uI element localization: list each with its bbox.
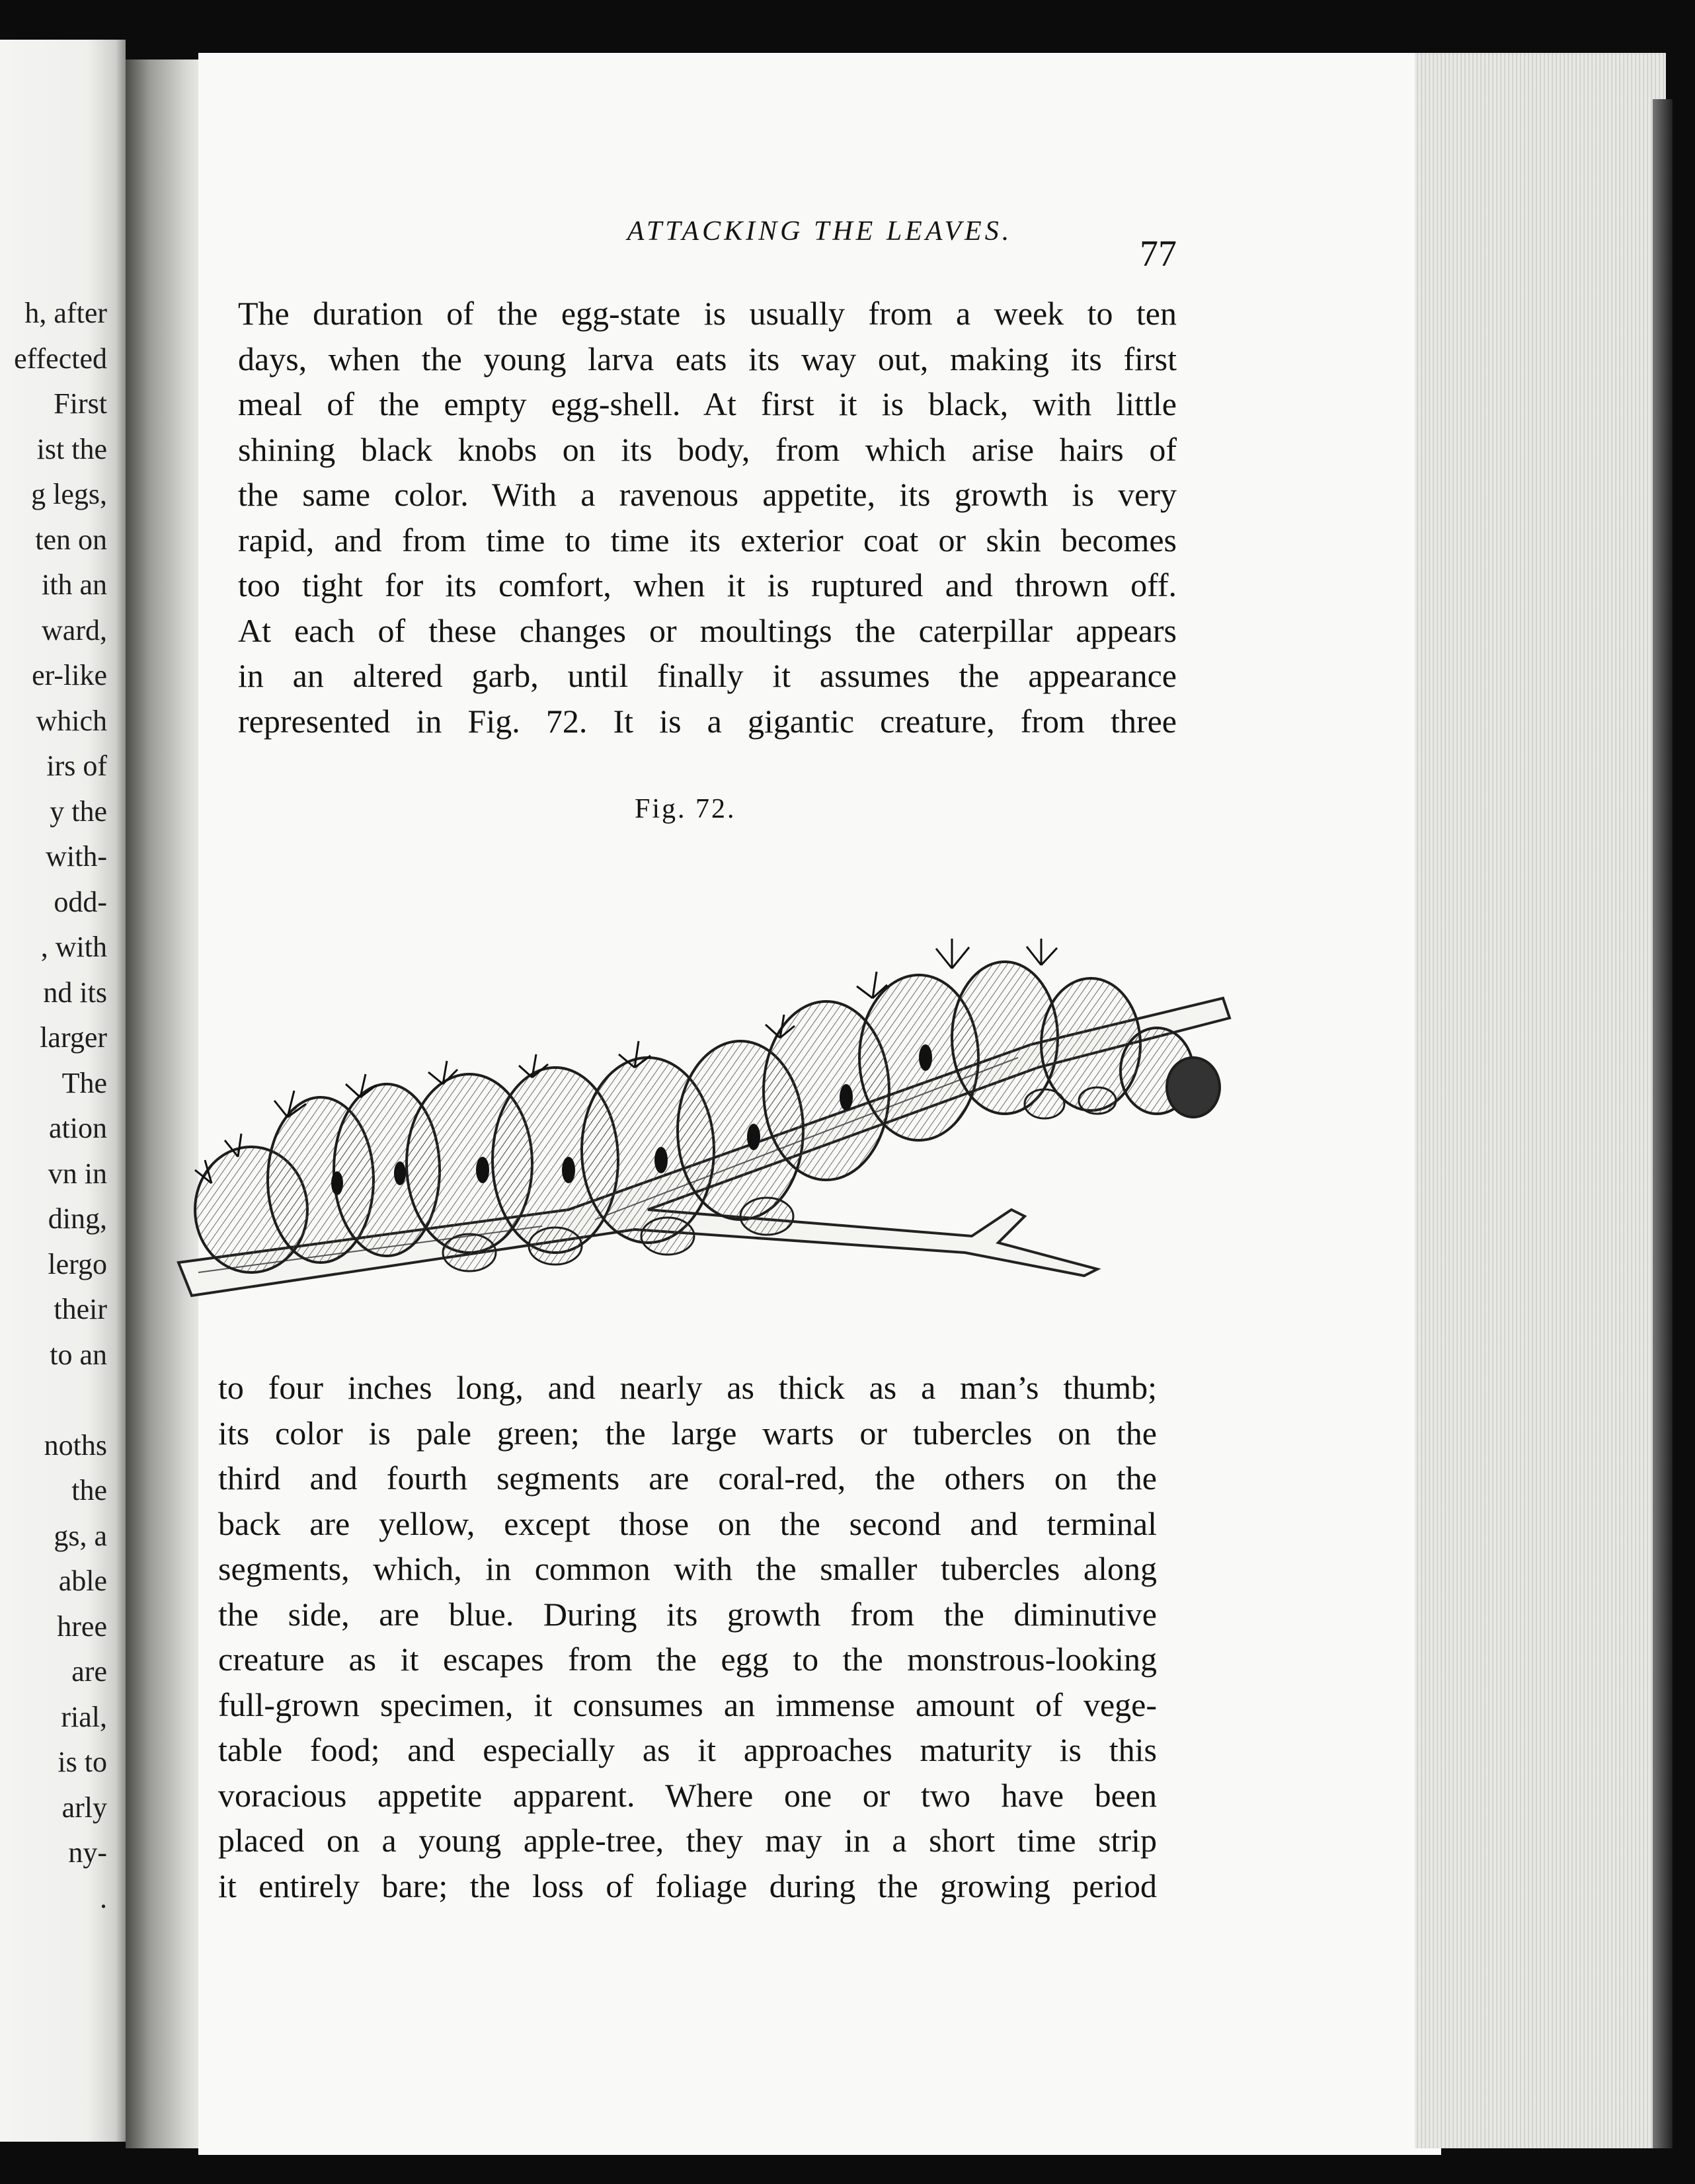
- left-page-line: able: [58, 1565, 107, 1597]
- left-page-line: vn in: [48, 1157, 107, 1190]
- left-page-line: ny-: [68, 1836, 107, 1869]
- text-line: too tight for its comfort, when it is ruptured and thrown off.: [238, 566, 1177, 604]
- left-page-line: the: [71, 1474, 107, 1506]
- left-page-line: larger: [40, 1021, 107, 1054]
- left-page-line: ten on: [35, 523, 107, 556]
- text-line: the side, are blue. During its growth from the diminutive: [218, 1595, 1157, 1633]
- text-line: table food; and especially as it approaches maturity is this: [218, 1731, 1157, 1768]
- left-page-line: , with: [40, 931, 107, 963]
- text-line: it entirely bare; the loss of foliage during the growing period: [218, 1867, 1157, 1904]
- left-page-line: arly: [61, 1791, 107, 1824]
- caterpillar-illustration: [172, 839, 1243, 1329]
- left-page-line: ding,: [48, 1202, 107, 1235]
- left-page-line: h, after: [24, 297, 107, 329]
- paragraph-1: [238, 291, 1177, 744]
- left-page-line: irs of: [46, 750, 107, 782]
- text-line: creature as it escapes from the egg to the monstrous-looking: [218, 1641, 1157, 1678]
- left-page-text: [14, 291, 107, 1921]
- text-line: full-grown specimen, it consumes an immense amount of vege-: [218, 1686, 1157, 1723]
- text-line: voracious appetite apparent. Where one or two have been: [218, 1776, 1157, 1814]
- left-page-line: ation: [49, 1112, 107, 1144]
- left-page-line: [14, 1378, 107, 1423]
- caterpillar-drawing: [172, 839, 1243, 1329]
- left-page-line: lergo: [48, 1247, 107, 1280]
- text-line: The duration of the egg-state is usually from a week to ten: [238, 295, 1177, 332]
- left-page-line: nd its: [43, 976, 107, 1009]
- left-page-line: y the: [50, 795, 107, 828]
- left-page-line: to an: [50, 1338, 107, 1371]
- left-page-line: odd-: [54, 885, 107, 918]
- left-page-line: noths: [44, 1428, 107, 1462]
- left-page: [0, 40, 126, 2142]
- text-line: days, when the young larva eats its way out, making its first: [238, 340, 1177, 377]
- figure-caption: Fig. 72.: [635, 794, 736, 824]
- text-line: third and fourth segments are coral-red, the others on the: [218, 1460, 1157, 1497]
- page-edge-shadow: [1653, 99, 1673, 2148]
- left-page-line: effected: [14, 342, 107, 375]
- left-page-line: with-: [46, 840, 107, 873]
- text-line: segments, which, in common with the smaller tubercles along: [218, 1550, 1157, 1587]
- left-page-line: er-like: [32, 659, 107, 691]
- left-page-line: hree: [57, 1610, 107, 1643]
- left-page-line: is to: [58, 1746, 107, 1778]
- left-page-line: ist the: [36, 432, 107, 465]
- left-page-line: are: [71, 1655, 107, 1688]
- left-page-line: which: [36, 704, 107, 737]
- text-line: shining black knobs on its body, from which arise hairs of: [238, 430, 1177, 468]
- left-page-line: ward,: [42, 613, 107, 646]
- left-page-line: First: [54, 387, 107, 420]
- left-page-line: gs, a: [54, 1519, 107, 1552]
- page-number: 77: [1140, 233, 1177, 274]
- text-line: placed on a young apple-tree, they may in a short time strip: [218, 1822, 1157, 1859]
- text-line: represented in Fig. 72. It is a gigantic creature, from three: [238, 702, 1177, 740]
- left-page-line: rial,: [61, 1700, 107, 1733]
- text-line: to four inches long, and nearly as thick as a man’s thumb;: [218, 1369, 1157, 1406]
- running-header: ATTACKING THE LEAVES.: [627, 216, 1013, 247]
- page-edges: [1415, 53, 1666, 2148]
- left-page-line: ith an: [42, 568, 107, 601]
- text-line: back are yellow, except those on the second and terminal: [218, 1504, 1157, 1542]
- text-line: in an altered garb, until finally it assumes the appearance: [238, 657, 1177, 694]
- text-line: the same color. With a ravenous appetite, its growth is very: [238, 476, 1177, 513]
- text-line: its color is pale green; the large warts or tubercles on the: [218, 1414, 1157, 1452]
- text-line: At each of these changes or moultings the caterpillar appears: [238, 611, 1177, 649]
- paragraph-2: [218, 1365, 1157, 1908]
- text-line: rapid, and from time to time its exterior coat or skin becomes: [238, 521, 1177, 559]
- left-page-line: .: [100, 1881, 107, 1914]
- left-page-line: their: [54, 1293, 107, 1325]
- text-line: meal of the empty egg-shell. At first it is black, with little: [238, 385, 1177, 422]
- left-page-line: The: [61, 1066, 107, 1099]
- left-page-line: g legs,: [31, 478, 107, 510]
